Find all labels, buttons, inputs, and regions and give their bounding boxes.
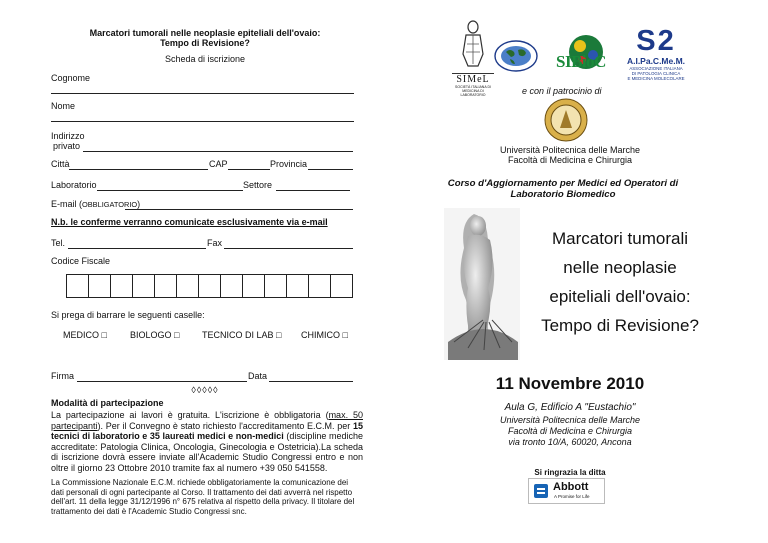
- laboratorio-label: Laboratorio: [51, 180, 97, 190]
- corso-line1: Corso d'Aggiornamento per Medici ed Operatori di: [447, 178, 679, 189]
- cf-box[interactable]: [198, 274, 221, 298]
- form-scheda-label: Scheda di iscrizione: [164, 54, 246, 64]
- settore-label: Settore: [243, 180, 273, 190]
- aipacmem-sub2: DI PATOLOGIA CLINICA: [631, 71, 681, 76]
- data-field[interactable]: [269, 381, 353, 382]
- firma-label: Firma: [51, 371, 74, 381]
- laboratorio-field[interactable]: [97, 190, 243, 191]
- citta-field[interactable]: [69, 169, 208, 170]
- cf-box[interactable]: [176, 274, 199, 298]
- modalita-title: Modalità di partecipazione: [51, 398, 164, 408]
- simel-logo: [452, 18, 494, 97]
- tel-label: Tel.: [51, 238, 66, 248]
- indirizzo-label: Indirizzo: [51, 131, 85, 141]
- email-label-close: ): [137, 199, 141, 209]
- cf-box[interactable]: [264, 274, 287, 298]
- main-title-line3: epiteliali dell'ovaio:: [549, 287, 691, 306]
- simel-sub: SOCIETÀ ITALIANA DI MEDICINA DI LABORATORIO: [455, 85, 491, 97]
- citta-label: Città: [51, 159, 70, 169]
- abbott-icon: [533, 483, 549, 499]
- corso-line2: Laboratorio Biomedico: [510, 189, 616, 200]
- option-chimico[interactable]: CHIMICO □: [301, 330, 348, 340]
- form-header-line1: Marcatori tumorali nelle neoplasie epiteliali dell'ovaio:: [89, 28, 321, 38]
- aipacmem-name: A.I.Pa.C.Me.M.: [626, 56, 686, 66]
- venue-line3: via tronto 10/A, 60020, Ancona: [508, 437, 632, 447]
- university-line2: Facoltà di Medicina e Chirurgia: [507, 155, 633, 165]
- aipacmem-logo: [624, 26, 688, 84]
- provincia-label: Provincia: [270, 159, 308, 169]
- cf-box[interactable]: [286, 274, 309, 298]
- email-field[interactable]: [125, 209, 353, 210]
- form-header-line2: Tempo di Revisione?: [160, 38, 250, 48]
- cf-box[interactable]: [110, 274, 133, 298]
- provincia-field[interactable]: [308, 169, 353, 170]
- aipacmem-subtitle: [624, 66, 688, 81]
- aipacmem-sub3: E MEDICINA MOLECOLARE: [627, 76, 685, 81]
- venus-figure-image: [444, 208, 520, 360]
- email-label: [51, 199, 140, 209]
- modalita-max: max. 50 partecipanti: [51, 410, 363, 431]
- modalita-text-1: La partecipazione ai lavori è gratuita. L'iscrizione è obbligatoria (: [51, 410, 329, 420]
- cognome-label: Cognome: [51, 73, 91, 83]
- modalita-text-3: (discipline mediche accreditate: Patologia Clinica, Oncologia, Ginecologia e Ostetricia).La scheda di iscrizione dovrà essere inviate all'Academic Studio Congressi entro e non oltre il giorno 23 Ottobre 2010 tramite fax al numero +39 050 541558.: [51, 431, 363, 473]
- venue-address: [470, 415, 670, 448]
- university-line1: Università Politecnica delle Marche: [499, 145, 641, 155]
- email-obbligatorio: OBBLIGATORIO: [82, 200, 138, 209]
- privacy-note: La Commissione Nazionale E.C.M. richiede obbligatoriamente la comunicazione dei dati personali di ogni partecipante al Corso. Il trattamento dei dati avverrà nel rispetto dell'art. 11 della legge 31/12/1996 n° 675 relativa al rispetto della privacy. Il titolare del trattamento dei dati è l'Academic Studio Congressi snc.: [51, 478, 355, 516]
- firma-field[interactable]: [77, 381, 247, 382]
- cf-box[interactable]: [242, 274, 265, 298]
- cf-box[interactable]: [220, 274, 243, 298]
- barrare-label: Si prega di barrare le seguenti caselle:: [51, 310, 205, 320]
- indirizzo-field[interactable]: [83, 151, 353, 152]
- main-title: [520, 224, 720, 340]
- tel-field[interactable]: [68, 248, 206, 249]
- cf-box[interactable]: [330, 274, 353, 298]
- cf-box[interactable]: [308, 274, 331, 298]
- university-seal-icon: [544, 98, 588, 142]
- cf-box[interactable]: [154, 274, 177, 298]
- university-name: [470, 145, 670, 165]
- main-title-line1: Marcatori tumorali: [551, 229, 689, 248]
- globe-icon: [494, 40, 538, 72]
- ringrazia-label: Si ringrazia la ditta: [534, 468, 606, 477]
- abbott-logo: [528, 478, 605, 504]
- email-label-text: E-mail (: [51, 199, 82, 209]
- abbott-tagline: A Promise for Life: [554, 494, 590, 499]
- cap-label: CAP: [209, 159, 228, 169]
- corso-title: [420, 178, 706, 200]
- cf-box[interactable]: [66, 274, 89, 298]
- simel-name: SIMeL: [452, 73, 494, 85]
- aipacmem-symbol: S2: [636, 25, 676, 57]
- main-title-line2: nelle neoplasie: [563, 258, 677, 277]
- option-tecnico[interactable]: TECNICO DI LAB □: [202, 330, 282, 340]
- aipacmem-sub1: ASSOCIAZIONE ITALIANA: [629, 66, 683, 71]
- simel-figure-icon: [452, 18, 494, 68]
- main-title-line4: Tempo di Revisione?: [541, 316, 699, 335]
- nb-note: N.b. le conferme verranno comunicate esclusivamente via e-mail: [51, 217, 328, 227]
- modalita-paragraph: [51, 410, 363, 474]
- venue-line2: Facoltà di Medicina e Chirurgia: [507, 426, 633, 436]
- sibioc-name: SIBioC: [556, 52, 606, 71]
- event-date: 11 Novembre 2010: [495, 374, 645, 393]
- form-header-title: [60, 28, 350, 48]
- cognome-field[interactable]: [51, 93, 354, 94]
- fax-field[interactable]: [224, 248, 353, 249]
- nome-field[interactable]: [51, 121, 354, 122]
- globe-logo: [494, 40, 538, 77]
- privato-label: privato: [53, 141, 81, 151]
- data-label: Data: [248, 371, 268, 381]
- venue-line1: Università Politecnica delle Marche: [499, 415, 641, 425]
- modalita-bold: 15 tecnici di laboratorio e 35 laureati medici e non-medici: [51, 420, 363, 442]
- modalita-text-2: ). Per il Convegno è stato richiesto l'accreditamento E.C.M. per: [97, 420, 353, 431]
- university-seal: [544, 98, 588, 147]
- diamond-divider: ◊◊◊◊◊: [191, 385, 219, 395]
- option-medico[interactable]: MEDICO □: [63, 330, 107, 340]
- patrocinio-label: e con il patrocinio di: [522, 86, 602, 96]
- fax-label: Fax: [207, 238, 223, 248]
- codice-fiscale-label: Codice Fiscale: [51, 256, 111, 266]
- abbott-name: Abbott: [553, 481, 589, 493]
- sibioc-logo: [556, 32, 618, 82]
- option-biologo[interactable]: BIOLOGO □: [130, 330, 180, 340]
- cf-box[interactable]: [88, 274, 111, 298]
- cap-field[interactable]: [228, 169, 270, 170]
- settore-field[interactable]: [276, 190, 350, 191]
- cf-box[interactable]: [132, 274, 155, 298]
- nome-label: Nome: [51, 101, 76, 111]
- venue-aula: Aula G, Edificio A "Eustachio": [504, 402, 636, 413]
